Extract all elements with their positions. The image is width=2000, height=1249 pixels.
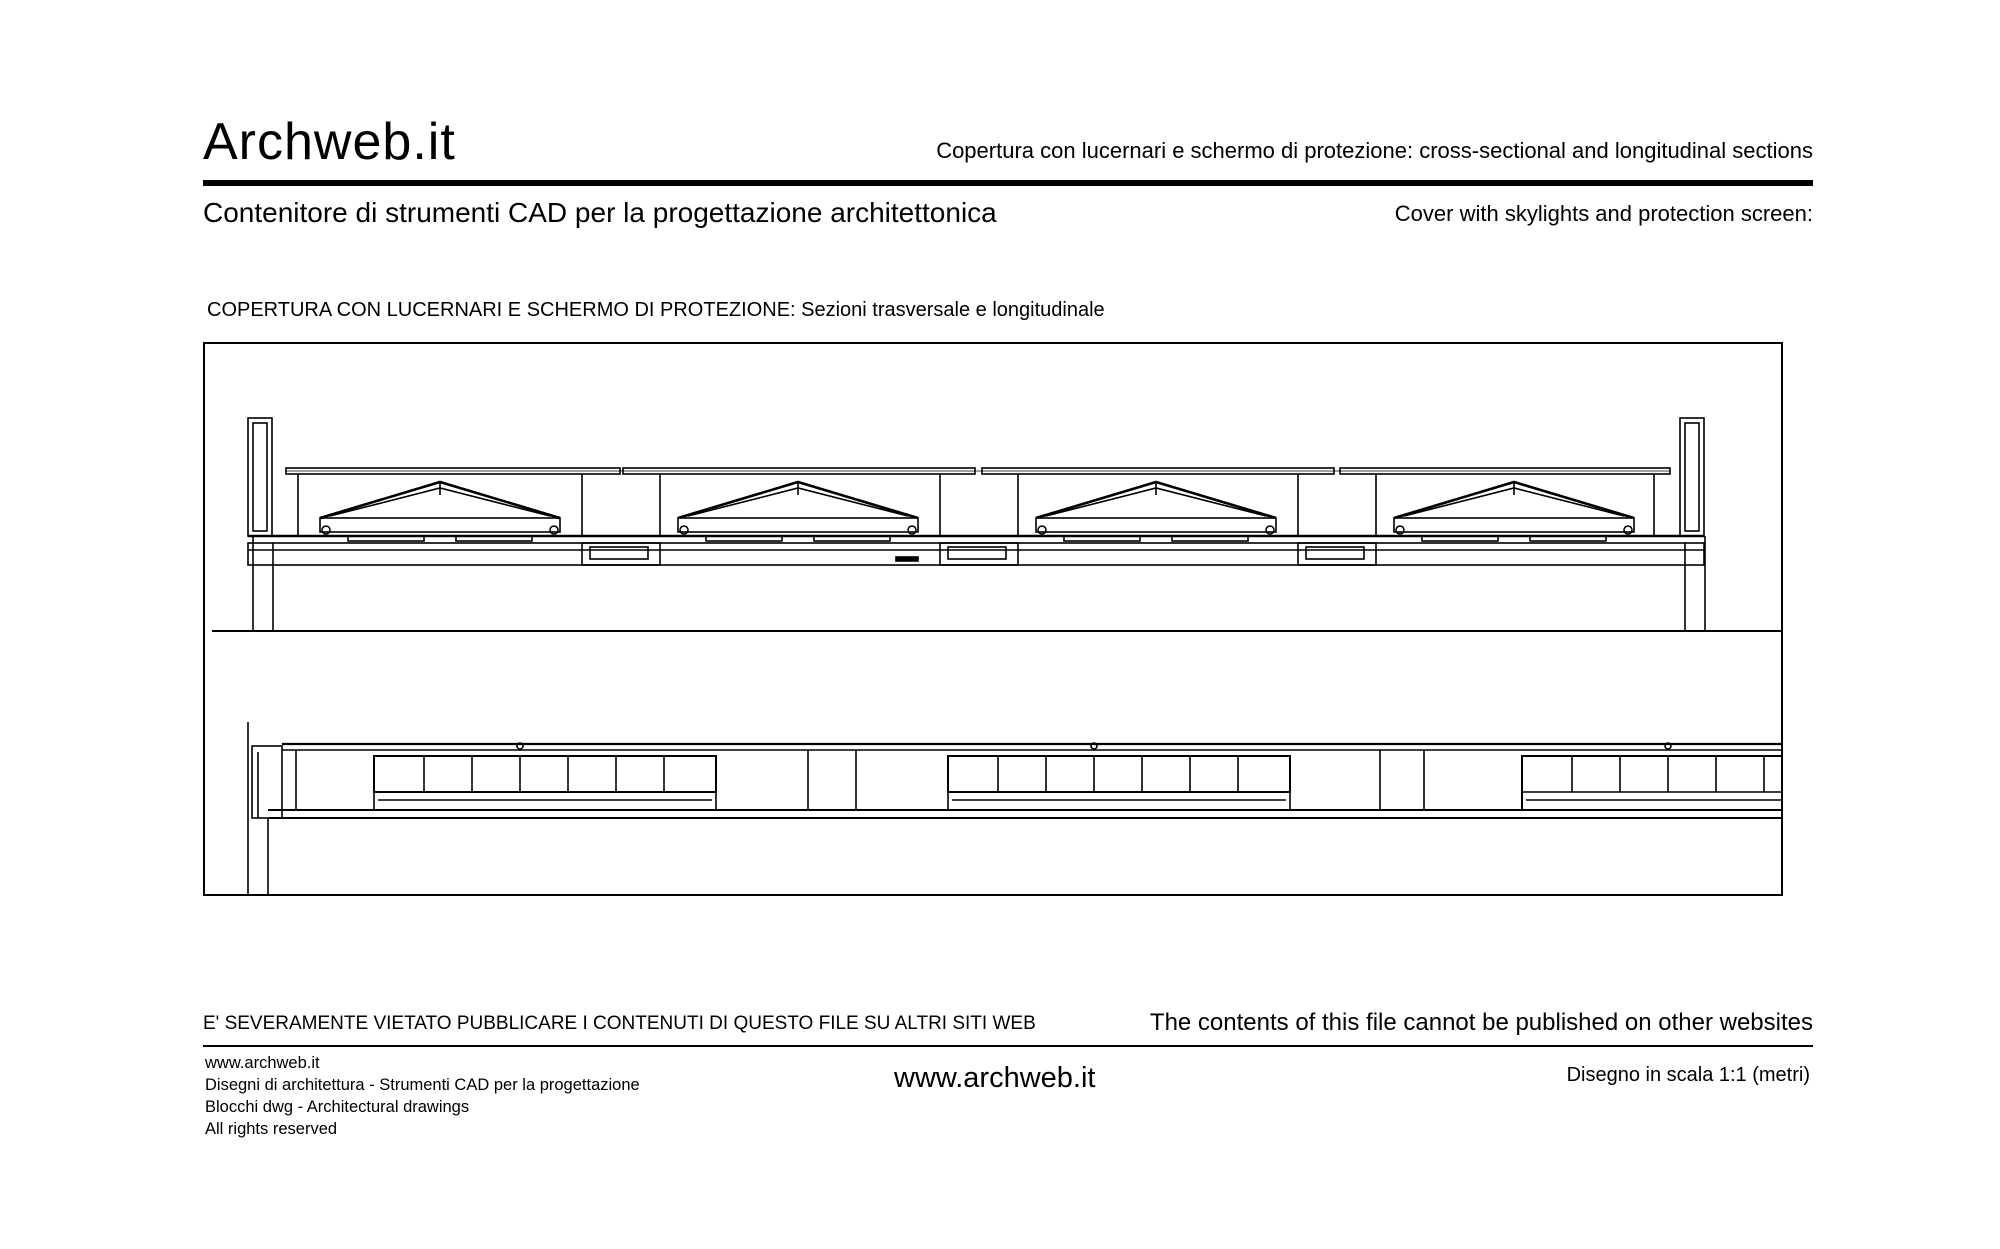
footer-line-drawings: Disegni di architettura - Strumenti CAD per la progettazione <box>205 1076 640 1094</box>
footer-url: www.archweb.it <box>894 1062 1096 1094</box>
copyright-warning-it: E' SEVERAMENTE VIETATO PUBBLICARE I CONTENUTI DI QUESTO FILE SU ALTRI SITI WEB <box>203 1013 1036 1034</box>
gutters <box>582 543 1376 565</box>
copyright-warning-en: The contents of this file cannot be published on other websites <box>1149 1009 1813 1036</box>
long-skylight-3 <box>1522 756 1782 810</box>
drawing-title: Copertura con lucernari e schermo di protezione: cross-sectional and longitudinal sections <box>936 138 1813 163</box>
footer-credits <box>205 1052 640 1140</box>
protection-screen <box>286 468 1670 474</box>
skylight-2 <box>678 482 918 541</box>
skylight-3 <box>1036 482 1276 541</box>
footer-line-site: www.archweb.it <box>205 1054 320 1072</box>
cross-section <box>248 418 1705 631</box>
long-skylight-2 <box>948 756 1290 810</box>
skylight-1 <box>320 482 560 541</box>
brand-logo-text: Archweb.it <box>203 113 456 171</box>
footer-line-blocks: Blocchi dwg - Architectural drawings <box>205 1098 470 1116</box>
screen-posts <box>298 474 1654 536</box>
footer-divider <box>203 1045 1813 1047</box>
longitudinal-section <box>248 722 1782 895</box>
drawing-caption: COPERTURA CON LUCERNARI E SCHERMO DI PROTEZIONE: Sezioni trasversale e longitudinale <box>207 299 1105 321</box>
brand-tagline: Contenitore di strumenti CAD per la progettazione architettonica <box>203 197 997 228</box>
long-skylight-1 <box>374 756 716 810</box>
drawing-scale: Disegno in scala 1:1 (metri) <box>1566 1064 1810 1086</box>
drawing-subtitle: Cover with skylights and protection screen: <box>1394 201 1813 226</box>
footer-line-rights: All rights reserved <box>205 1120 338 1138</box>
skylight-4 <box>1394 482 1634 541</box>
drawing-frame <box>204 343 1782 895</box>
